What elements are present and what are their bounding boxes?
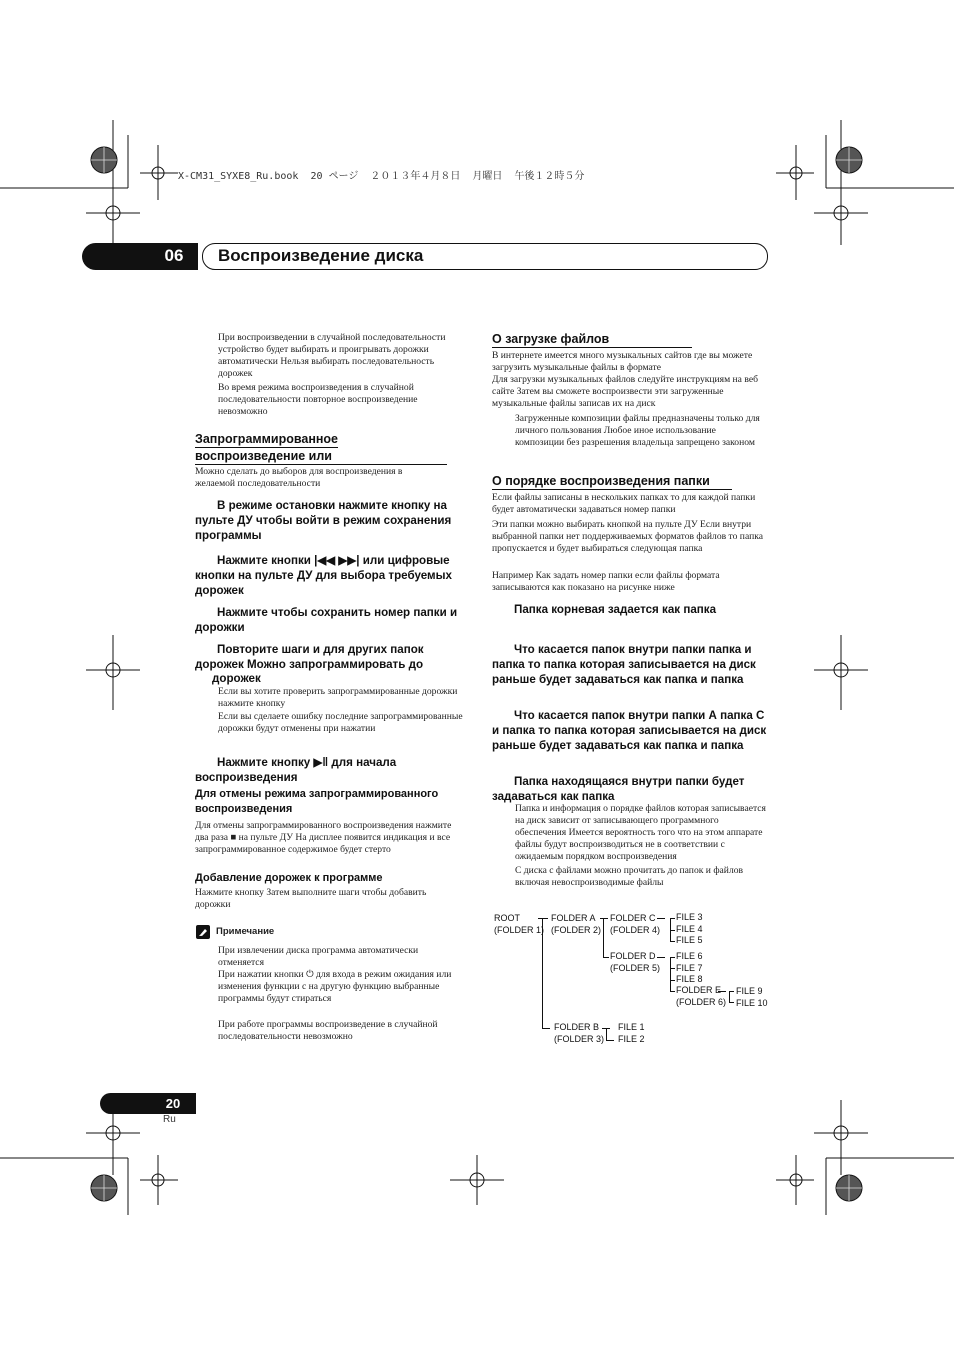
program-step-1: В режиме остановки нажмите кнопку на пульте ДУ чтобы войти в режим сохранения программы <box>195 499 452 542</box>
folder-order-text-3: Например Как задать номер папки если файлы формата записываются как показано на рисунке ниже <box>492 570 720 593</box>
chapter-title: Воспроизведение диска <box>218 246 424 265</box>
section-heading-files: О загрузке файлов <box>492 331 692 348</box>
tree-file-9: FILE 9 <box>736 986 763 996</box>
folder-order-text-1: Если файлы записаны в нескольких папках то для каждой папки будет автоматически задаваться номер папки <box>492 492 756 515</box>
tree-file-2: FILE 2 <box>618 1033 645 1044</box>
tree-root-label: ROOT <box>494 913 520 923</box>
tree-root-sub: (FOLDER 1) <box>494 924 545 935</box>
program-step-4-continued: дорожек <box>212 672 261 685</box>
tree-folder-c <box>610 913 660 936</box>
tree-file-1: FILE 1 <box>618 1022 645 1032</box>
note-icon <box>196 925 210 939</box>
cancel-text: Для отмены запрограммированного воспроизведения нажмите два раза ■ на пульте ДУ На дисплее появится индикация и все запрограммированное содержимое будет стерто <box>195 820 452 855</box>
tree-file-6: FILE 6 <box>676 951 703 961</box>
tree-file-10: FILE 10 <box>736 997 768 1008</box>
page-number: 20 <box>165 1096 181 1111</box>
section-heading-folder-order: О порядке воспроизведения папки <box>492 473 732 490</box>
intro-note-2: Во время режима воспроизведения в случайной последовательности повторное воспроизведение невозможно <box>218 382 418 417</box>
files-text-2: Для загрузки музыкальных файлов следуйте инструкциям на веб сайте Затем вы сможете воспроизвести эти загруженные музыкальные файлы записав их на диск <box>492 374 758 409</box>
tree-files-e <box>736 986 768 1009</box>
section-heading-program-line1: Запрограммированное <box>195 432 339 446</box>
tree-files-d <box>676 951 703 986</box>
folder-rule-4-note-1: Папка и информация о порядке файлов которая записывается на диск зависит от записывающего программного обеспечения Имеется вероятность того что на этом аппарате файлы будут воспроизводиться не в соответствии с ожидаемым порядком воспроизведения <box>515 803 766 862</box>
add-tracks-heading: Добавление дорожек к программе <box>195 872 383 884</box>
folder-order-text-2: Эти папки можно выбирать кнопкой на пульте ДУ Если внутри выбранной папки нет поддерживаемых форматов файлов то папка пропускается и будет выбираться следующая папка <box>492 519 763 554</box>
tree-folder-c-label: FOLDER C <box>610 913 656 923</box>
tree-files-b <box>618 1022 645 1045</box>
tree-folder-c-sub: (FOLDER 4) <box>610 924 661 935</box>
tree-folder-d-label: FOLDER D <box>610 951 656 961</box>
tree-file-7: FILE 7 <box>676 962 703 973</box>
tree-root <box>494 913 544 936</box>
tree-folder-a <box>551 913 601 936</box>
program-step-3: Нажмите чтобы сохранить номер папки и дорожки <box>195 606 458 634</box>
step-4-note-1: Если вы хотите проверить запрограммированные дорожки нажмите кнопку <box>218 686 458 709</box>
chapter-number: 06 <box>164 246 184 265</box>
section-heading-program <box>195 431 447 465</box>
tree-files-c <box>676 912 703 947</box>
folder-rule-1: Папка корневая задается как папка <box>514 603 717 616</box>
tree-folder-e-label: FOLDER E <box>676 985 722 995</box>
step-4-note-2: Если вы сделаете ошибку последние запрограммированные дорожки будут отменены при нажатии <box>218 711 463 734</box>
folder-rule-2: Что касается папок внутри папки папка и папка то папка которая записывается на диск раньше будет задаваться как папка и папка <box>492 643 756 686</box>
files-text-1: В интернете имеется много музыкальных сайтов где вы можете загрузить музыкальные файлы в формате <box>492 350 753 373</box>
tree-folder-e <box>676 985 726 1008</box>
program-step-5: Нажмите кнопку ▶ǁ для начала воспроизведения <box>195 756 397 784</box>
note-1: При извлечении диска программа автоматически отменяется <box>218 945 419 968</box>
tree-folder-b-sub: (FOLDER 3) <box>554 1033 605 1044</box>
program-step-4: Повторите шаги и для других папок дорожек Можно запрограммировать до <box>195 643 424 671</box>
note-label: Примечание <box>216 926 275 937</box>
cancel-heading: Для отмены режима запрограммированного воспроизведения <box>195 788 439 815</box>
tree-folder-a-sub: (FOLDER 2) <box>551 924 602 935</box>
files-note: Загруженные композиции файлы предназначены только для личного пользования Любое иное использование композиции без разрешения владельца запрещено законом <box>515 413 760 448</box>
note-3: При работе программы воспроизведение в случайной последовательности невозможно <box>218 1019 438 1042</box>
tree-file-5: FILE 5 <box>676 935 703 945</box>
program-intro: Можно сделать до выборов для воспроизведения в желаемой последовательности <box>195 466 403 489</box>
tree-folder-a-label: FOLDER A <box>551 913 596 923</box>
folder-rule-3: Что касается папок внутри папки А папка С и папка то папка которая записывается на диск раньше будет задаваться как папка и папка <box>492 709 767 752</box>
tree-file-4: FILE 4 <box>676 923 703 934</box>
note-2: При нажатии кнопки ⏻ для входа в режим ожидания или изменения функции с на другую функцию выбранные программы будут стираться <box>218 969 452 1004</box>
tree-folder-d-sub: (FOLDER 5) <box>610 962 661 973</box>
section-heading-program-line2: воспроизведение или <box>195 448 447 465</box>
program-step-2: Нажмите кнопки |◀◀ ▶▶| или цифровые кнопки на пульте ДУ для выбора требуемых дорожек <box>195 554 452 597</box>
folder-rule-4-note-2: С диска с файлами можно прочитать до папок и файлов включая невоспроизводимые файлы <box>515 865 744 888</box>
page-language: Ru <box>163 1114 176 1125</box>
intro-note-1: При воспроизведении в случайной последовательности устройство будет выбирать и проигрывать дорожки автоматически Нельзя выбирать последовательность дорожек <box>218 332 446 379</box>
tree-folder-e-sub: (FOLDER 6) <box>676 996 727 1007</box>
tree-file-3: FILE 3 <box>676 912 703 922</box>
tree-folder-b-label: FOLDER B <box>554 1022 600 1032</box>
add-tracks-text: Нажмите кнопку Затем выполните шаги чтобы добавить дорожки <box>195 887 427 910</box>
tree-folder-d <box>610 951 660 974</box>
folder-rule-4: Папка находящаяся внутри папки будет задаваться как папка <box>492 775 745 803</box>
print-header-line: X-CM31_SYXE8_Ru.book 20 ページ ２０１３年４月８日 月曜日 午後１２時５分 <box>178 171 585 182</box>
tree-folder-b <box>554 1022 604 1045</box>
tree-file-8: FILE 8 <box>676 974 703 984</box>
